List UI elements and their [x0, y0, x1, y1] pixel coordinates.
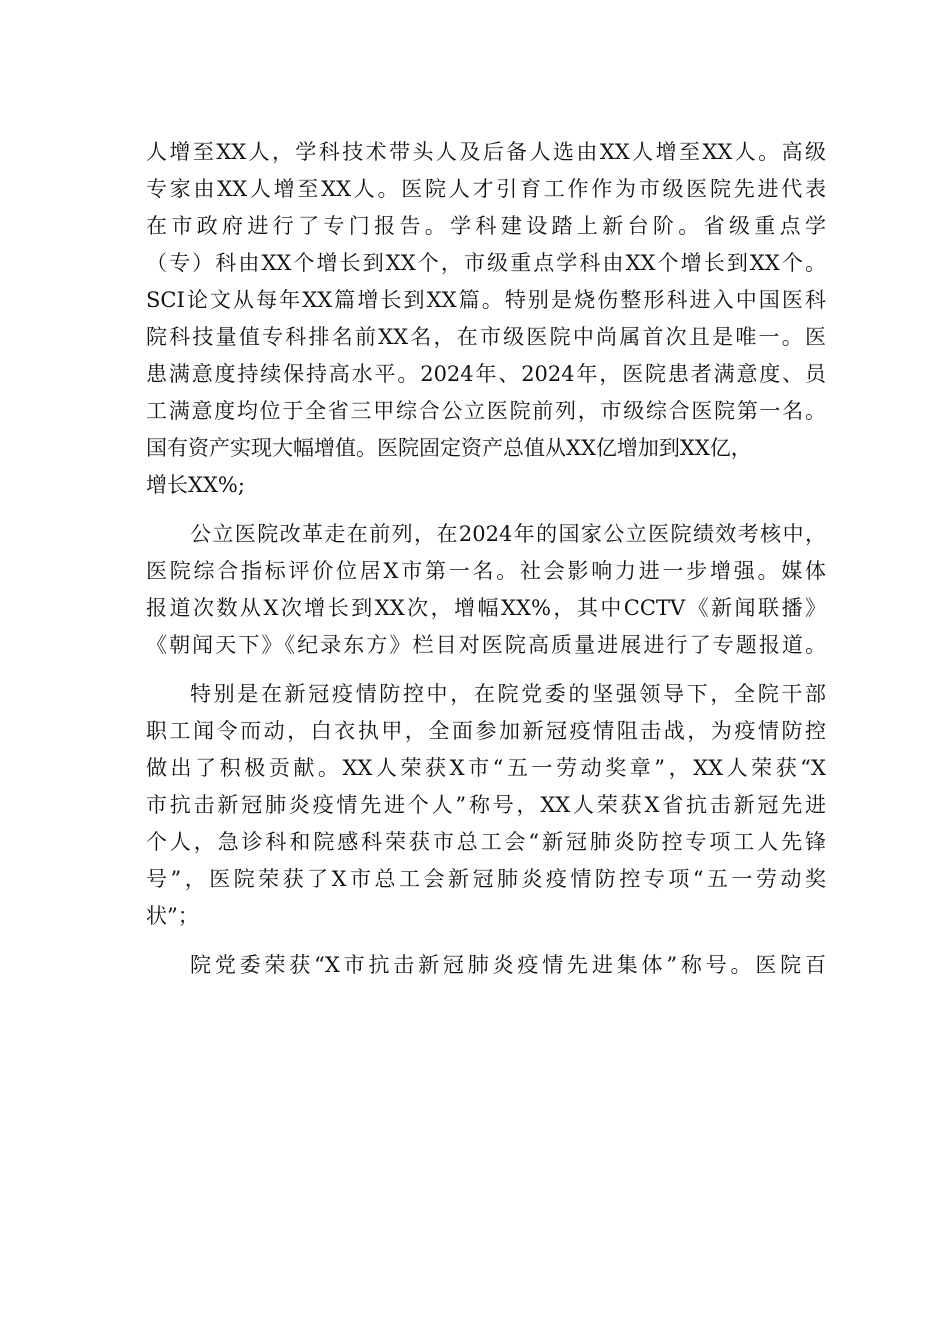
- text-line: 报道次数从X次增长到XX次，增幅XX%，其中CCTV《新闻联播》: [146, 596, 826, 620]
- text-line: 个人，急诊科和院感科荣获市总工会“新冠肺炎防控专项工人先锋: [146, 830, 826, 854]
- paragraph: [146, 516, 826, 664]
- text-line: 在市政府进行了专门报告。学科建设踏上新台阶。省级重点学: [146, 214, 826, 238]
- paragraph-gap: [146, 664, 826, 676]
- text-line: 人增至XX人，学科技术带头人及后备人选由XX人增至XX人。高级: [146, 140, 826, 164]
- text-line: （专）科由XX个增长到XX个，市级重点学科由XX个增长到XX个。: [146, 251, 826, 275]
- text-line: 《朝闻天下》《纪录东方》栏目对医院高质量进展进行了专题报道。: [146, 633, 826, 657]
- text-line: 做出了积极贡献。XX人荣获X市“五一劳动奖章”，XX人荣获“X: [146, 756, 826, 780]
- paragraph-gap: [146, 504, 826, 516]
- body-text: [146, 134, 826, 984]
- text-line: 市抗击新冠肺炎疫情先进个人”称号，XX人荣获X省抗击新冠先进: [146, 793, 826, 817]
- paragraph: [146, 134, 826, 504]
- text-line: 患满意度持续保持高水平。2024年、2024年，医院患者满意度、员: [146, 362, 826, 386]
- text-line: 职工闻令而动，白衣执甲，全面参加新冠疫情阻击战，为疫情防控: [146, 719, 826, 743]
- text-line: 国有资产实现大幅增值。医院固定资产总值从XX亿增加到XX亿，: [146, 436, 752, 460]
- text-line: 特别是在新冠疫情防控中，在院党委的坚强领导下，全院干部: [190, 682, 826, 706]
- paragraph: [146, 676, 826, 935]
- text-line: 工满意度均位于全省三甲综合公立医院前列，市级综合医院第一名。: [146, 399, 826, 423]
- paragraph: [146, 947, 826, 984]
- paragraph-gap: [146, 935, 826, 947]
- text-line: 医院综合指标评价位居X市第一名。社会影响力进一步增强。媒体: [146, 559, 826, 583]
- text-line: SCI论文从每年XX篇增长到XX篇。特别是烧伤整形科进入中国医科: [146, 288, 826, 312]
- text-line: 状”；: [146, 904, 199, 928]
- text-line: 院科技量值专科排名前XX名，在市级医院中尚属首次且是唯一。医: [146, 325, 826, 349]
- text-line: 公立医院改革走在前列，在2024年的国家公立医院绩效考核中，: [190, 522, 826, 546]
- text-line: 号”，医院荣获了X市总工会新冠肺炎疫情防控专项“五一劳动奖: [146, 867, 826, 891]
- text-line: 院党委荣获“X市抗击新冠肺炎疫情先进集体”称号。医院百: [190, 953, 826, 977]
- text-line: 专家由XX人增至XX人。医院人才引育工作作为市级医院先进代表: [146, 177, 826, 201]
- text-line: 增长XX%;: [146, 473, 245, 497]
